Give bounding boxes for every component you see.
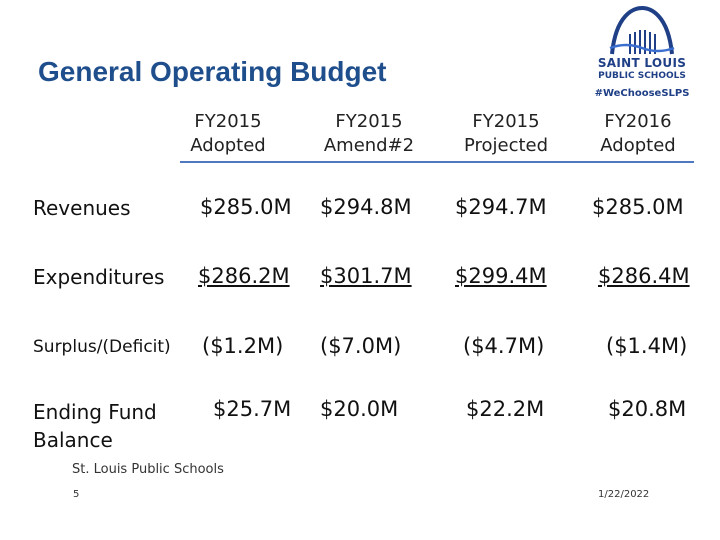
slps-logo	[582, 4, 702, 104]
cell-surplus-fy2015-amend2: ($7.0M)	[320, 334, 402, 358]
column-header-fy2015-adopted	[186, 110, 270, 158]
row-label-expenditures: Expenditures	[33, 265, 165, 289]
cell-balance-fy2016-adopted: $20.8M	[608, 397, 687, 421]
row-label-line: Ending Fund	[33, 400, 157, 424]
row-label-revenues: Revenues	[33, 196, 131, 220]
slide-title: General Operating Budget	[38, 56, 387, 87]
logo-line-2: PUBLIC SCHOOLS	[598, 71, 686, 81]
row-label-surplus-deficit: Surplus/(Deficit)	[33, 337, 171, 357]
row-label-ending-fund-balance	[33, 398, 157, 454]
header-divider	[180, 161, 694, 163]
logo-hashtag: #WeChooseSLPS	[594, 88, 690, 99]
cell-expenditures-fy2016-adopted: $286.4M	[598, 264, 690, 288]
column-header-line: Amend#2	[323, 135, 415, 156]
cell-revenues-fy2015-projected: $294.7M	[455, 195, 547, 219]
slide-date: 1/22/2022	[598, 489, 650, 500]
cell-balance-fy2015-projected: $22.2M	[466, 397, 545, 421]
cell-surplus-fy2015-adopted: ($1.2M)	[202, 334, 284, 358]
logo-line-1: SAINT LOUIS	[597, 56, 687, 70]
column-header-line: Adopted	[600, 135, 676, 156]
cell-surplus-fy2016-adopted: ($1.4M)	[606, 334, 688, 358]
cell-revenues-fy2015-amend2: $294.8M	[320, 195, 412, 219]
column-header-line: FY2015	[335, 111, 403, 132]
column-header-line: FY2015	[194, 111, 262, 132]
cell-revenues-fy2016-adopted: $285.0M	[592, 195, 684, 219]
cell-balance-fy2015-adopted: $25.7M	[213, 397, 292, 421]
column-header-fy2016-adopted	[594, 110, 682, 158]
column-header-line: Projected	[463, 135, 549, 156]
column-header-fy2015-amend2	[322, 110, 416, 158]
column-header-fy2015-projected	[458, 110, 554, 158]
footer-organization: St. Louis Public Schools	[72, 462, 224, 477]
cell-expenditures-fy2015-adopted: $286.2M	[198, 264, 290, 288]
column-header-line: FY2015	[472, 111, 540, 132]
column-header-line: FY2016	[604, 111, 672, 132]
arch-icon	[606, 4, 678, 56]
cell-revenues-fy2015-adopted: $285.0M	[200, 195, 292, 219]
row-label-line: Balance	[33, 428, 113, 452]
column-header-line: Adopted	[190, 135, 266, 156]
page-number: 5	[73, 489, 80, 500]
cell-expenditures-fy2015-amend2: $301.7M	[320, 264, 412, 288]
cell-expenditures-fy2015-projected: $299.4M	[455, 264, 547, 288]
cell-surplus-fy2015-projected: ($4.7M)	[463, 334, 545, 358]
cell-balance-fy2015-amend2: $20.0M	[320, 397, 399, 421]
